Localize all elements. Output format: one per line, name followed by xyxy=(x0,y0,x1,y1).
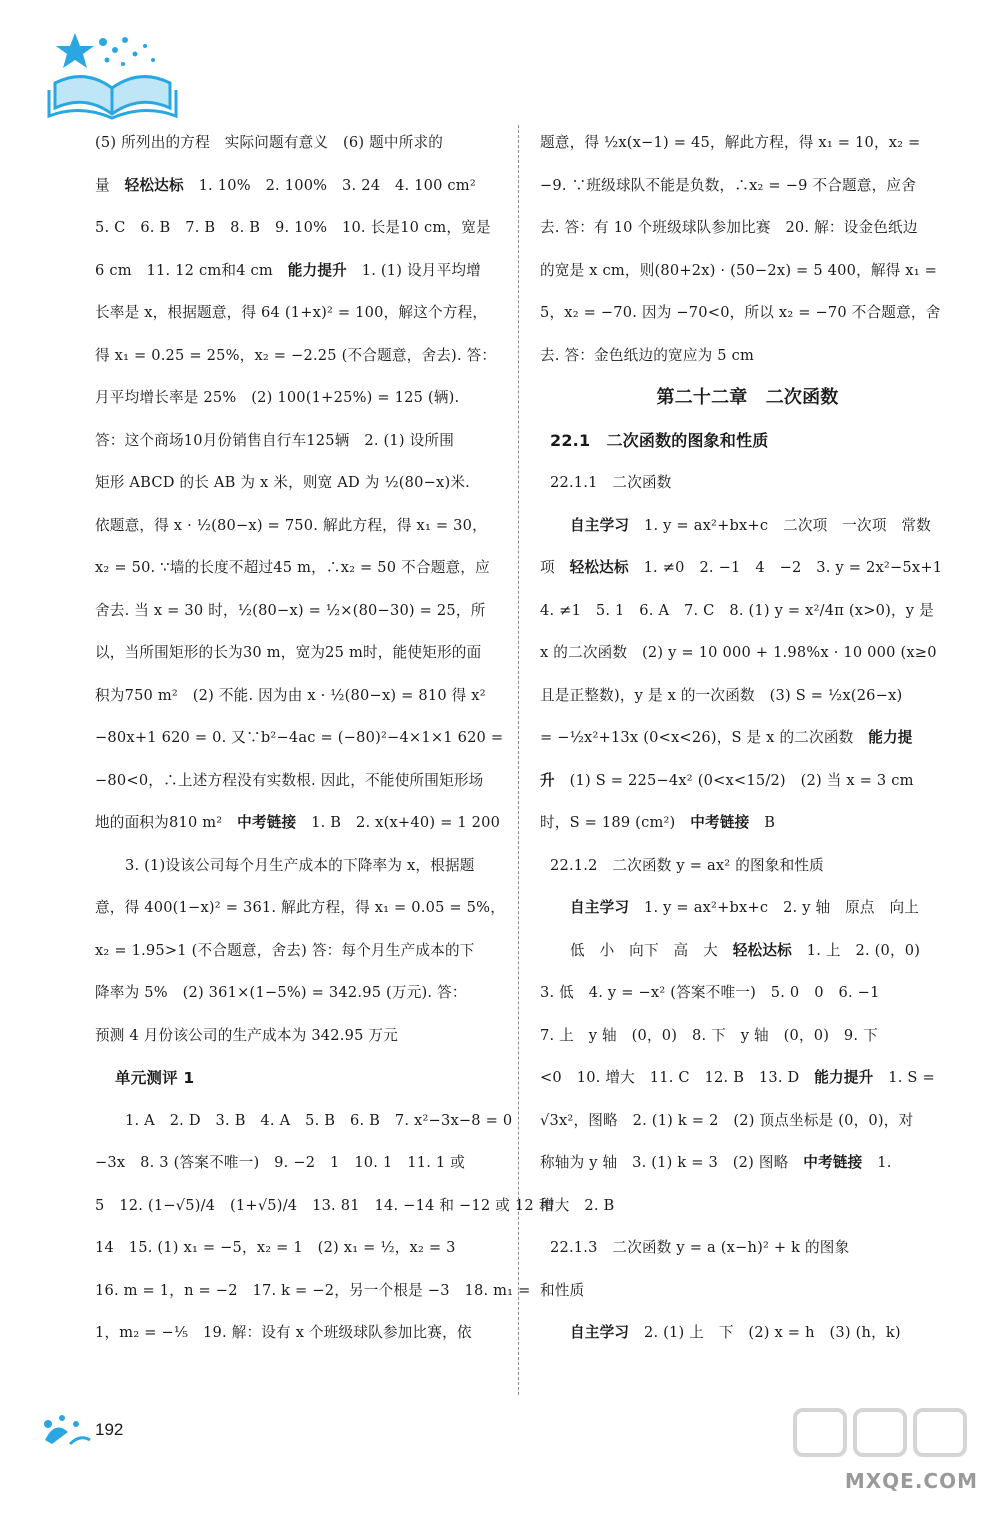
line-text: (5) 所列出的方程 实际问题有意义 (6) 题中所求的 xyxy=(95,134,444,151)
keyword-label: 轻松达标 xyxy=(732,941,792,959)
keyword-label: 轻松达标 xyxy=(124,176,184,194)
text-line xyxy=(540,1057,955,1100)
line-text: −80<0，∴上述方程没有实数根. 因此，不能使所围矩形场 xyxy=(95,771,484,789)
line-text: 题意，得 ½x(x−1) = 45，解此方程，得 x₁ = 10，x₂ = xyxy=(540,134,921,151)
line-text: x₂ = 1.95>1 (不合题意，舍去) 答：每个月生产成本的下 xyxy=(95,941,475,959)
line-text: −3x 8. 3 (答案不唯一) 9. −2 1 10. 1 11. 1 或 xyxy=(95,1154,466,1171)
text-line xyxy=(540,250,955,293)
line-text: 1. ≠0 2. −1 4 −2 3. y = 2x²−5x+1 xyxy=(628,559,943,576)
line-text: 增大 2. B xyxy=(540,1196,615,1214)
text-line xyxy=(95,675,505,718)
text-line xyxy=(540,1185,955,1228)
text-line xyxy=(540,632,955,675)
line-text: 3. 低 4. y = −x² (答案不唯一) 5. 0 0 6. −1 xyxy=(540,984,880,1001)
line-text: 1. y = ax²+bx+c 二次项 一次项 常数 xyxy=(629,516,932,534)
keyword-label: 能力提升 xyxy=(814,1069,874,1086)
line-text: 1. y = ax²+bx+c 2. y 轴 原点 向上 xyxy=(629,899,920,916)
line-text: 月平均增长率是 25% (2) 100(1+25%) = 125 (辆). xyxy=(95,389,460,406)
text-line xyxy=(95,1100,513,1143)
line-text: 量 xyxy=(95,176,125,194)
splash-decoration-icon xyxy=(40,1410,95,1450)
line-text: 矩形 ABCD 的长 AB 为 x 米，则宽 AD 为 ½(80−x)米. xyxy=(95,474,471,491)
unit-test-title: 单元测评 1 xyxy=(115,1069,195,1087)
text-line xyxy=(95,930,505,973)
line-text: 4. ≠1 5. 1 6. A 7. C 8. (1) y = x²/4π (x>0)，y 是 xyxy=(540,601,934,619)
text-line xyxy=(95,1270,531,1313)
line-text: 降率为 5% (2) 361×(1−5%) = 342.95 (万元). 答： xyxy=(95,984,467,1001)
subsection-title-1: 22.1.1 二次函数 xyxy=(550,474,672,491)
line-text: x₂ = 50. ∵墙的长度不超过45 m，∴x₂ = 50 不合题意，应 xyxy=(95,559,490,576)
keyword-label: 能力提升 xyxy=(287,261,347,279)
text-line xyxy=(95,462,505,505)
keyword-label: 中考链接 xyxy=(237,814,297,831)
line-text: 地的面积为810 m² xyxy=(95,814,238,831)
text-line xyxy=(95,122,505,165)
line-text: 去. 答：有 10 个班级球队参加比赛 20. 解：设金色纸边 xyxy=(540,219,918,236)
line-text: 舍去. 当 x = 30 时，½(80−x) = ½×(80−30) = 25，所 xyxy=(95,601,486,619)
line-text: 答：这个商场10月份销售自行车125辆 2. (1) 设所围 xyxy=(95,431,454,449)
line-text: = −½x²+13x (0<x<26)，S 是 x 的二次函数 xyxy=(540,729,869,746)
text-line xyxy=(540,717,955,760)
text-line xyxy=(95,505,505,548)
text-line xyxy=(95,632,505,675)
line-text: 3. (1)设该公司每个月生产成本的下降率为 x，根据题 xyxy=(125,856,475,874)
line-text: √3x²，图略 2. (1) k = 2 (2) 顶点坐标是 (0，0)，对 xyxy=(540,1111,914,1129)
text-line xyxy=(95,207,505,250)
line-text: 意，得 400(1−x)² = 361. 解此方程，得 x₁ = 0.05 = 5%， xyxy=(95,899,506,916)
subsection-1-answers xyxy=(540,505,955,845)
text-line xyxy=(95,845,505,888)
text-line xyxy=(95,887,505,930)
text-line xyxy=(95,717,505,760)
subsection-title-2: 22.1.2 二次函数 y = ax² 的图象和性质 xyxy=(550,856,824,874)
subsection-title-3: 22.1.3 二次函数 y = a (x−h)² + k 的图象 xyxy=(550,1239,850,1256)
line-text: 时，S = 189 (cm²) xyxy=(540,814,691,831)
text-line xyxy=(540,675,955,718)
line-text: <0 10. 增大 11. C 12. B 13. D xyxy=(540,1069,815,1086)
keyword-label: 自主学习 xyxy=(570,899,630,916)
line-text: 1. S = xyxy=(873,1069,935,1086)
text-line xyxy=(540,335,955,378)
keyword-label: 轻松达标 xyxy=(569,559,629,576)
text-line xyxy=(95,1015,505,1058)
line-text: 1. 上 2. (0，0) xyxy=(791,941,921,959)
text-line xyxy=(95,420,505,463)
keyword-label: 中考链接 xyxy=(690,814,750,831)
line-text: 5 12. (1−√5)/4 (1+√5)/4 13. 81 14. −14 和 −12 或 12 和 xyxy=(95,1196,554,1214)
text-line xyxy=(95,1227,505,1270)
line-text: 的宽是 x cm，则(80+2x) · (50−2x) = 5 400，解得 x₁ = xyxy=(540,261,938,279)
text-line xyxy=(540,972,955,1015)
unit-test-answers xyxy=(95,1100,554,1355)
line-text: 项 xyxy=(540,559,570,576)
line-text: 1. A 2. D 3. B 4. A 5. B 6. B 7. x²−3x−8 = 0 xyxy=(125,1111,513,1129)
text-line xyxy=(540,887,955,930)
line-text: 低 小 向下 高 大 xyxy=(570,941,733,959)
book-stars-logo-icon xyxy=(45,28,180,118)
line-text: 6 cm 11. 12 cm和4 cm xyxy=(95,261,288,279)
line-text: 且是正整数)，y 是 x 的一次函数 (3) S = ½x(26−x) xyxy=(540,686,903,704)
subsection-3-answers xyxy=(540,1312,955,1355)
text-line xyxy=(95,292,505,335)
text-line xyxy=(95,250,505,293)
keyword-label: 能力提 xyxy=(868,729,913,746)
text-line xyxy=(540,1312,955,1355)
answer-text-block-2 xyxy=(540,122,955,377)
line-text: (1) S = 225−4x² (0<x<15/2) (2) 当 x = 3 cm xyxy=(554,771,914,789)
text-line xyxy=(540,1015,955,1058)
text-line xyxy=(540,1100,955,1143)
line-text: 16. m = 1，n = −2 17. k = −2，另一个根是 −3 18. m₁ = xyxy=(95,1281,531,1299)
text-line xyxy=(95,1185,554,1228)
text-line xyxy=(540,122,955,165)
line-text: 7. 上 y 轴 (0，0) 8. 下 y 轴 (0，0) 9. 下 xyxy=(540,1026,878,1044)
line-text: x 的二次函数 (2) y = 10 000 + 1.98%x · 10 000 (x≥0 xyxy=(540,644,937,661)
line-text: 预测 4 月份该公司的生产成本为 342.95 万元 xyxy=(95,1026,399,1044)
page-number: 192 xyxy=(95,1420,124,1439)
line-text: 以，当所围矩形的长为30 m，宽为25 m时，能使矩形的面 xyxy=(95,644,482,661)
text-line xyxy=(95,760,505,803)
section-title: 22.1 二次函数的图象和性质 xyxy=(550,430,769,450)
text-line xyxy=(540,1142,955,1185)
text-line xyxy=(95,972,505,1015)
text-line xyxy=(95,590,505,633)
text-line xyxy=(540,207,955,250)
text-line xyxy=(540,802,955,845)
line-text: 1. B 2. x(x+40) = 1 200 xyxy=(296,814,501,831)
line-text: 称轴为 y 轴 3. (1) k = 3 (2) 图略 xyxy=(540,1154,804,1171)
text-line xyxy=(95,377,505,420)
line-text: 长率是 x，根据题意，得 64 (1+x)² = 100，解这个方程， xyxy=(95,304,488,321)
text-line xyxy=(95,335,505,378)
text-line xyxy=(95,547,505,590)
keyword-label: 自主学习 xyxy=(570,516,630,534)
line-text: 5，x₂ = −70. 因为 −70<0，所以 x₂ = −70 不合题意，舍 xyxy=(540,304,941,321)
text-line xyxy=(540,930,955,973)
line-text: −80x+1 620 = 0. 又∵b²−4ac = (−80)²−4×1×1 620 = xyxy=(95,729,504,746)
text-line xyxy=(540,165,955,208)
keyword-label: 自主学习 xyxy=(570,1324,630,1341)
left-column xyxy=(95,122,554,1355)
chapter-title: 第二十二章 二次函数 xyxy=(656,387,839,408)
keyword-label: 中考链接 xyxy=(803,1154,863,1171)
text-line xyxy=(95,165,505,208)
text-line xyxy=(540,760,955,803)
watermark-text: MXQE.COM xyxy=(844,1469,978,1493)
text-line xyxy=(540,292,955,335)
text-line xyxy=(95,1142,505,1185)
line-text: 1，m₂ = −⅕ 19. 解：设有 x 个班级球队参加比赛，依 xyxy=(95,1324,472,1341)
line-text: 5. C 6. B 7. B 8. B 9. 10% 10. 长是10 cm，宽是 xyxy=(95,219,491,236)
line-text: B xyxy=(749,814,776,831)
right-column xyxy=(540,122,955,1355)
subsection-2-answers xyxy=(540,887,955,1227)
line-text: 积为750 m² (2) 不能. 因为由 x · ½(80−x) = 810 得 x² xyxy=(95,686,486,704)
line-text: 得 x₁ = 0.25 = 25%，x₂ = −2.25 (不合题意，舍去). 答： xyxy=(95,346,497,364)
text-line xyxy=(540,547,955,590)
line-text: 1. xyxy=(862,1154,892,1171)
keyword-label: 升 xyxy=(540,771,555,789)
line-text: 1. 10% 2. 100% 3. 24 4. 100 cm² xyxy=(183,176,476,194)
line-text: 1. (1) 设月平均增 xyxy=(346,261,481,279)
line-text: −9. ∵班级球队不能是负数，∴x₂ = −9 不合题意，应舍 xyxy=(540,176,917,194)
text-line xyxy=(540,590,955,633)
line-text: 去. 答：金色纸边的宽应为 5 cm xyxy=(540,346,754,364)
text-line xyxy=(540,505,955,548)
answer-text-block-1 xyxy=(95,122,505,1057)
text-line xyxy=(95,802,505,845)
text-line xyxy=(95,1312,505,1355)
subsection-title-3-cont: 和性质 xyxy=(540,1281,585,1299)
line-text: 2. (1) 上 下 (2) x = h (3) (h，k) xyxy=(629,1324,901,1341)
line-text: 依题意，得 x · ½(80−x) = 750. 解此方程，得 x₁ = 30， xyxy=(95,516,487,534)
line-text: 14 15. (1) x₁ = −5，x₂ = 1 (2) x₁ = ½，x₂ = 3 xyxy=(95,1239,456,1256)
